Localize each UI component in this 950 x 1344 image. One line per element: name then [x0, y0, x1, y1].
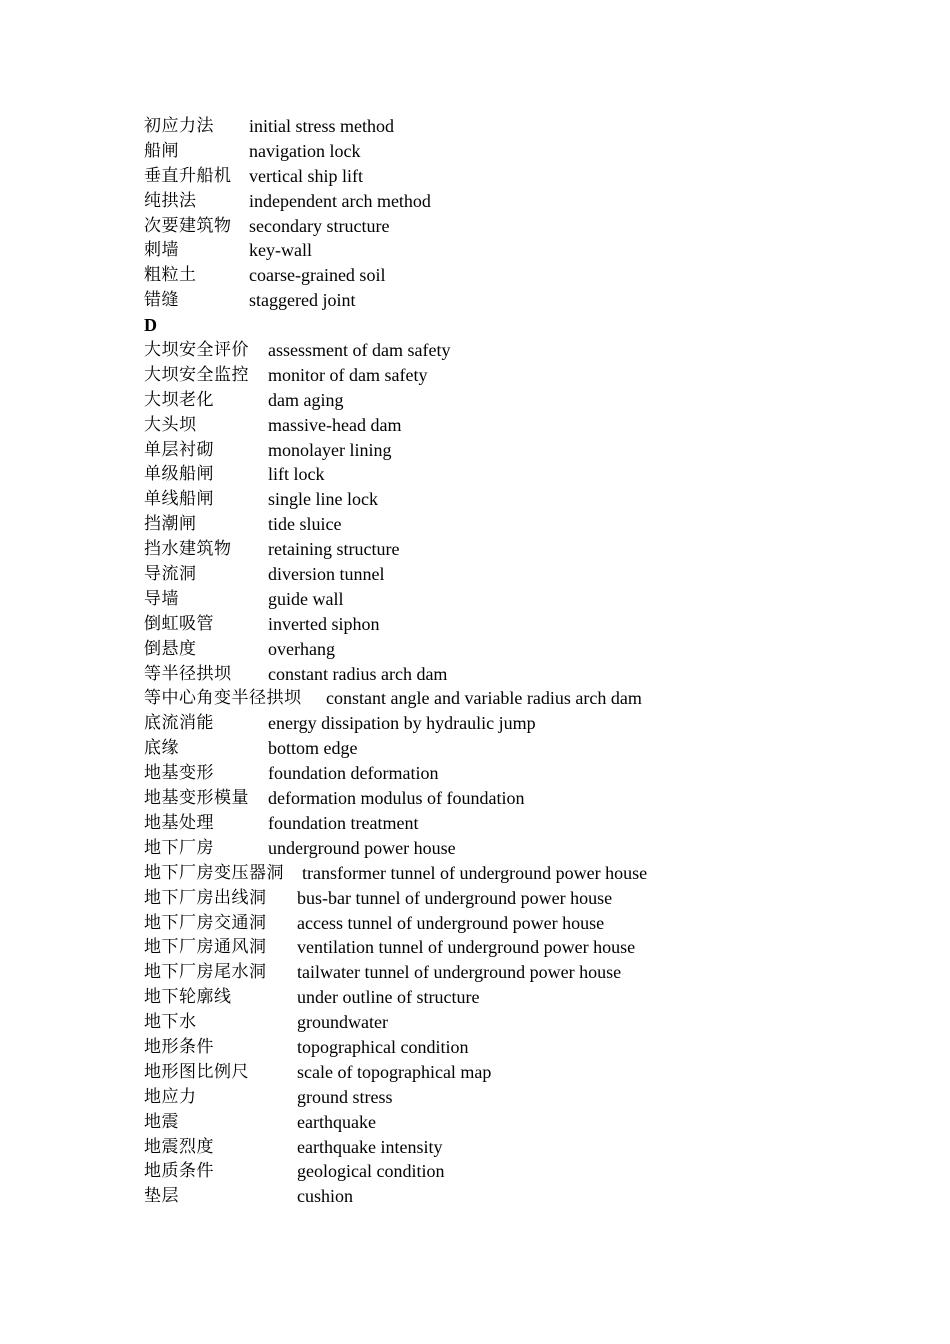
term-chinese: 地质条件: [144, 1161, 214, 1182]
glossary-row: [144, 462, 904, 487]
term-chinese: 等中心角变半径拱坝: [144, 688, 302, 709]
term-english: scale of topographical map: [297, 1061, 492, 1082]
term-english: ventilation tunnel of underground power house: [297, 937, 636, 958]
glossary-row: [144, 363, 904, 388]
term-chinese: 地下水: [144, 1012, 197, 1033]
term-english: key-wall: [249, 240, 312, 261]
term-english: vertical ship lift: [249, 165, 363, 186]
term-english: groundwater: [297, 1012, 388, 1033]
term-chinese: 粗粒土: [144, 265, 197, 286]
term-english: ground stress: [297, 1086, 393, 1107]
term-chinese: 挡潮闸: [144, 514, 197, 535]
glossary-group-d2: [144, 886, 904, 1210]
glossary-row: [144, 438, 904, 463]
term-english: dam aging: [268, 389, 344, 410]
term-chinese: 地下厂房出线洞: [144, 887, 267, 908]
term-english: staggered joint: [249, 290, 356, 311]
term-chinese: 大坝老化: [144, 389, 214, 410]
term-chinese: 地基处理: [144, 812, 214, 833]
term-chinese: 地下厂房交通洞: [144, 912, 267, 933]
glossary-row: [144, 1010, 904, 1035]
glossary-row: [144, 811, 904, 836]
term-english: constant radius arch dam: [268, 663, 448, 684]
glossary-row: [144, 786, 904, 811]
term-chinese: 地形条件: [144, 1036, 214, 1057]
term-chinese: 单层衬砌: [144, 439, 214, 460]
term-chinese: 地下厂房: [144, 837, 214, 858]
term-chinese: 导流洞: [144, 564, 197, 585]
term-english: diversion tunnel: [268, 564, 385, 585]
term-english: earthquake intensity: [297, 1136, 443, 1157]
term-english: topographical condition: [297, 1036, 469, 1057]
glossary-group-d1: [144, 338, 904, 861]
glossary-row: [144, 139, 904, 164]
term-english: massive-head dam: [268, 414, 402, 435]
glossary-group-c: [144, 114, 904, 313]
glossary-row: [144, 263, 904, 288]
glossary-row: [144, 960, 904, 985]
term-english: inverted siphon: [268, 613, 380, 634]
term-english: single line lock: [268, 489, 378, 510]
glossary-row: [144, 886, 904, 911]
glossary-row: [144, 537, 904, 562]
term-english: independent arch method: [249, 190, 431, 211]
term-chinese: 地形图比例尺: [144, 1061, 249, 1082]
term-english: earthquake: [297, 1111, 376, 1132]
term-chinese: 地震烈度: [144, 1136, 214, 1157]
glossary-row: [144, 238, 904, 263]
term-chinese: 次要建筑物: [144, 215, 232, 236]
term-english: deformation modulus of foundation: [268, 788, 525, 809]
glossary-row: [144, 736, 904, 761]
term-english: cushion: [297, 1186, 353, 1207]
glossary-row: [144, 338, 904, 363]
term-chinese: 底缘: [144, 738, 179, 759]
term-english: secondary structure: [249, 215, 390, 236]
term-chinese: 单线船闸: [144, 489, 214, 510]
term-chinese: 大坝安全监控: [144, 364, 249, 385]
term-chinese: 地震: [144, 1111, 179, 1132]
term-chinese: 地基变形: [144, 763, 214, 784]
glossary-row: [144, 114, 904, 139]
term-chinese: 初应力法: [144, 116, 214, 136]
glossary-row: [144, 288, 904, 313]
term-english: tailwater tunnel of underground power house: [297, 962, 622, 983]
glossary-row: [144, 711, 904, 736]
glossary-row: [144, 1035, 904, 1060]
term-chinese: 纯拱法: [144, 190, 197, 211]
glossary-row: [144, 1085, 904, 1110]
term-english: initial stress method: [249, 116, 394, 136]
term-english: monitor of dam safety: [268, 364, 428, 385]
term-english: guide wall: [268, 588, 344, 609]
term-chinese: 大坝安全评价: [144, 340, 249, 361]
term-chinese: 地下轮廓线: [144, 987, 232, 1008]
term-english: geological condition: [297, 1161, 445, 1182]
glossary-row: [144, 637, 904, 662]
glossary-row: [144, 388, 904, 413]
term-english: coarse-grained soil: [249, 265, 386, 286]
term-chinese: 单级船闸: [144, 464, 214, 485]
glossary-row: [144, 164, 904, 189]
term-chinese: 错缝: [144, 290, 179, 311]
term-english: bottom edge: [268, 738, 358, 759]
term-chinese: 地下厂房尾水洞: [144, 962, 267, 983]
glossary-row: [144, 413, 904, 438]
term-english: foundation treatment: [268, 812, 419, 833]
term-chinese: 地基变形模量: [144, 788, 249, 809]
term-chinese: 垂直升船机: [144, 165, 232, 186]
glossary-row: [144, 761, 904, 786]
term-english: underground power house: [268, 837, 456, 858]
term-chinese: 倒悬度: [144, 638, 197, 659]
glossary-row: [144, 562, 904, 587]
term-chinese: 地下厂房通风洞: [144, 937, 267, 958]
term-chinese: 刺墙: [144, 240, 179, 261]
term-english: overhang: [268, 638, 335, 659]
glossary-row: [144, 911, 904, 936]
glossary-row: [144, 612, 904, 637]
term-english: foundation deformation: [268, 763, 439, 784]
term-english: assessment of dam safety: [268, 340, 451, 361]
glossary-row: [144, 935, 904, 960]
glossary-row: [144, 1060, 904, 1085]
term-chinese: 大头坝: [144, 414, 197, 435]
glossary-row: [144, 1159, 904, 1184]
glossary-row: [144, 1135, 904, 1160]
term-english: constant angle and variable radius arch dam: [326, 688, 642, 709]
term-chinese: 底流消能: [144, 713, 214, 734]
section-heading-d: D: [144, 315, 157, 336]
term-english: access tunnel of underground power house: [297, 912, 605, 933]
term-english: monolayer lining: [268, 439, 392, 460]
glossary-row: [144, 189, 904, 214]
glossary-list: [144, 114, 904, 1209]
term-chinese: 倒虹吸管: [144, 613, 214, 634]
term-chinese: 挡水建筑物: [144, 539, 232, 560]
glossary-row: [144, 985, 904, 1010]
term-english: under outline of structure: [297, 987, 480, 1008]
glossary-row: [144, 512, 904, 537]
glossary-row: [144, 1110, 904, 1135]
term-chinese: 导墙: [144, 588, 179, 609]
glossary-row: [144, 686, 904, 711]
glossary-row: [144, 487, 904, 512]
glossary-row: [144, 662, 904, 687]
term-english: transformer tunnel of underground power house: [302, 862, 648, 883]
glossary-row: [144, 836, 904, 861]
term-chinese: 船闸: [144, 140, 179, 161]
term-english: lift lock: [268, 464, 325, 485]
glossary-row: [144, 861, 904, 886]
term-chinese: 等半径拱坝: [144, 663, 232, 684]
term-english: tide sluice: [268, 514, 342, 535]
term-chinese: 地应力: [144, 1086, 197, 1107]
glossary-row: [144, 587, 904, 612]
term-english: navigation lock: [249, 140, 361, 161]
term-english: bus-bar tunnel of underground power house: [297, 887, 613, 908]
glossary-row: [144, 214, 904, 239]
term-english: retaining structure: [268, 539, 400, 560]
term-english: energy dissipation by hydraulic jump: [268, 713, 536, 734]
glossary-row: [144, 1184, 904, 1209]
term-chinese: 垫层: [144, 1186, 179, 1207]
term-chinese: 地下厂房变压器洞: [144, 862, 284, 883]
